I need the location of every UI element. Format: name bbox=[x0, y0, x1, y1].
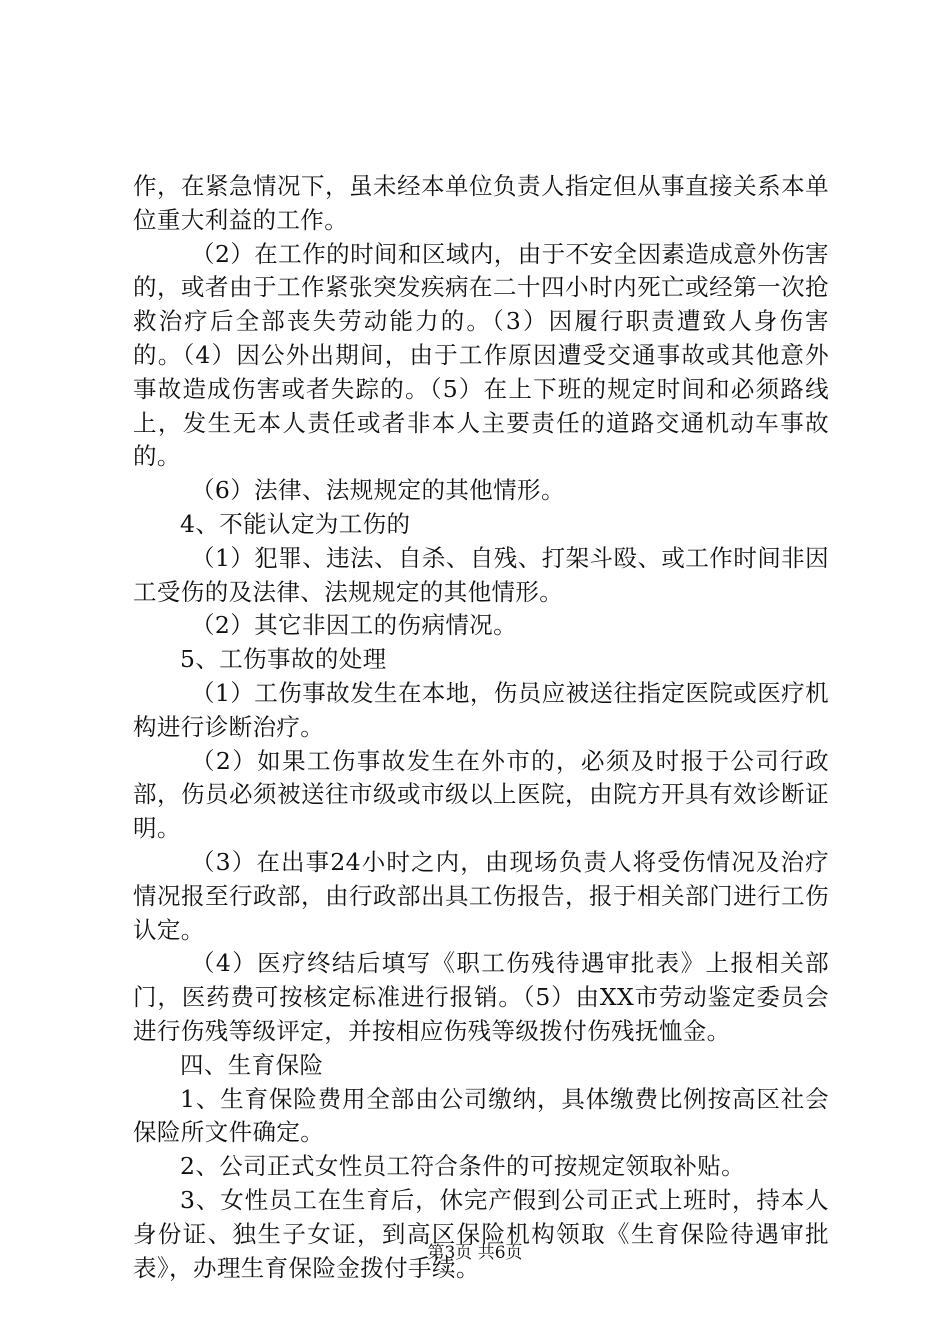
paragraph-item-2-5: （2）在工作的时间和区域内，由于不安全因素造成意外伤害的，或者由于工作紧张突发疾病在二十四小时内死亡或经第一次抢救治疗后全部丧失劳动能力的。（3）因履行职责遭致人身伤害的。（4）因公外出期间，由于工作原因遭受交通事故或其他意外事故造成伤害或者失踪的。（5）在上下班的规定时间和必须路线上，发生无本人责任或者非本人主要责任的道路交通机动车事故的。 bbox=[133, 239, 829, 471]
section-heading-4: 4、不能认定为工伤的 bbox=[180, 509, 411, 538]
page-number-footer: 第3页 共6页 bbox=[427, 1243, 523, 1263]
paragraph-maternity-3: 3、女性员工在生育后，休完产假到公司正式上班时，持本人身份证、独生子女证，到高区保险机构领取《生育保险待遇审批表》，办理生育保险金拨付手续。 bbox=[133, 1185, 829, 1282]
paragraph-handling-4-5: （4）医疗终结后填写《职工伤残待遇审批表》上报相关部门，医药费可按核定标准进行报销。（5）由XX市劳动鉴定委员会进行伤残等级评定，并按相应伤残等级拨付伤残抚恤金。 bbox=[133, 949, 829, 1045]
paragraph-exclusion-2: （2）其它非因工的伤病情况。 bbox=[191, 611, 518, 640]
paragraph-handling-1: （1）工伤事故发生在本地，伤员应被送往指定医院或医疗机构进行诊断治疗。 bbox=[133, 678, 829, 741]
paragraph-handling-3: （3）在出事24小时之内，由现场负责人将受伤情况及治疗情况报至行政部，由行政部出具工伤报告，报于相关部门进行工伤认定。 bbox=[133, 847, 829, 944]
paragraph-exclusion-1: （1）犯罪、违法、自杀、自残、打架斗殴、或工作时间非因工受伤的及法律、法规规定的其他情形。 bbox=[133, 543, 829, 606]
document-body bbox=[133, 170, 829, 1285]
paragraph-continuation: 作，在紧急情况下，虽未经本单位负责人指定但从事直接关系本单位重大利益的工作。 bbox=[133, 172, 829, 234]
paragraph-maternity-1: 1、生育保险费用全部由公司缴纳，具体缴费比例按高区社会保险所文件确定。 bbox=[133, 1084, 829, 1147]
paragraph-handling-2: （2）如果工伤事故发生在外市的，必须及时报于公司行政部，伤员必须被送往市级或市级以上医院，由院方开具有效诊断证明。 bbox=[133, 746, 829, 843]
section-heading-maternity: 四、生育保险 bbox=[180, 1050, 324, 1079]
paragraph-item-6: （6）法律、法规规定的其他情形。 bbox=[191, 476, 565, 505]
section-heading-5: 5、工伤事故的处理 bbox=[180, 645, 387, 674]
paragraph-maternity-2: 2、公司正式女性员工符合条件的可按规定领取补贴。 bbox=[180, 1152, 746, 1181]
